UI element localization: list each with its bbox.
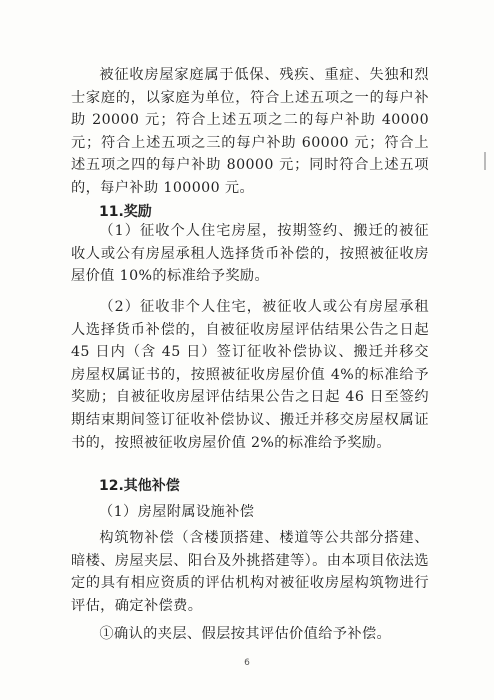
paragraph-mezzanine <box>71 623 429 646</box>
scan-artifact-mark <box>484 152 486 170</box>
paragraph-reward-residential <box>71 220 429 288</box>
paragraph-structure-compensation <box>71 527 429 617</box>
paragraph-reward-non-residential <box>71 296 429 454</box>
page-number: 6 <box>244 658 250 668</box>
section-heading-12: 12.其他补偿 <box>99 478 180 494</box>
paragraph-text: 被征收房屋家庭属于低保、残疾、重症、失独和烈士家庭的，以家庭为单位，符合上述五项之一的每户补助 20000 元；符合上述五项之二的每户补助 40000 元；符合上述五项之三的每户补助 60000 元；符合上述五项之四的每户补助 80000 元；同时符合上述五项的，每户补助 100000 元。 <box>71 67 429 196</box>
paragraph-family-subsidy <box>71 64 429 200</box>
paragraph-text: （1）征收个人住宅房屋，按期签约、搬迁的被征收人或公有房屋承租人选择货币补偿的，按照被征收房屋价值 10%的标准给予奖励。 <box>71 223 429 285</box>
section-heading-11: 11.奖励 <box>99 204 152 220</box>
paragraph-text: 构筑物补偿（含楼顶搭建、楼道等公共部分搭建、暗楼、房屋夹层、阳台及外挑搭建等）。由本项目依法选定的具有相应资质的评估机构对被征收房屋构筑物进行评估，确定补偿费。 <box>71 530 429 614</box>
paragraph-text: ①确认的夹层、假层按其评估价值给予补偿。 <box>99 626 392 642</box>
paragraph-text: （2）征收非个人住宅，被征收人或公有房屋承租人选择货币补偿的，自被征收房屋评估结果公告之日起 45 日内（含 45 日）签订征收补偿协议、搬迁并移交房屋权属证书的，按照被征收房屋价值 4%的标准给予奖励；自被征收房屋评估结果公告之日起 46 日至签约期结束期间签订征收补偿协议、搬迁并移交房屋权属证书的，按照被征收房屋价值 2%的标准给予奖励。 <box>71 299 429 451</box>
sub-heading-attached-facilities: （1）房屋附属设施补偿 <box>99 504 255 520</box>
